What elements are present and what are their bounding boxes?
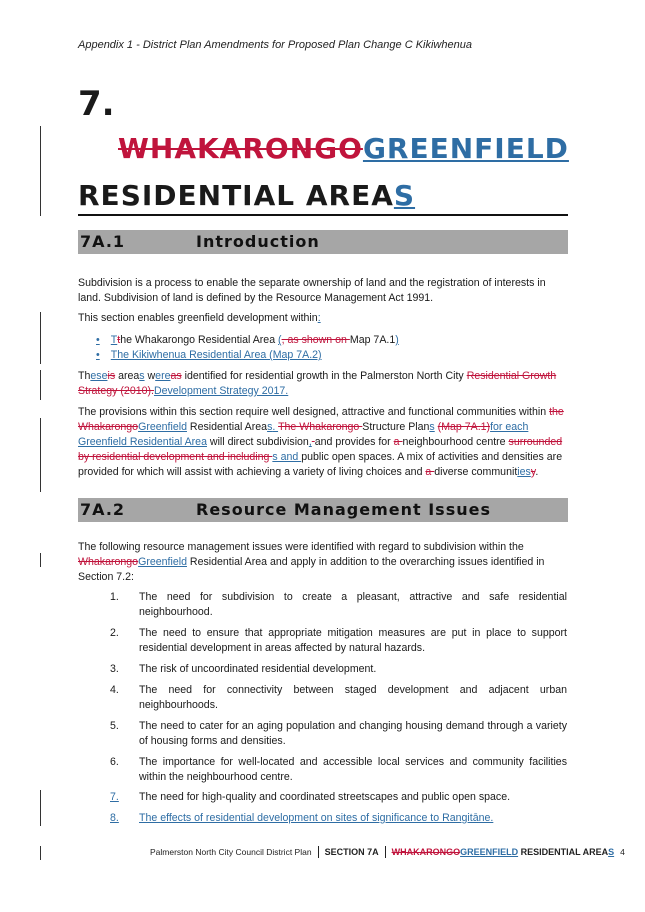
footer-title: WHAKARONGOGREENFIELD RESIDENTIAL AREAS	[391, 847, 615, 857]
section-title: Resource Management Issues	[196, 500, 491, 519]
document-header: Appendix 1 - District Plan Amendments for Proposed Plan Change C Kikiwhenua	[78, 39, 472, 51]
title-deleted-text: WHAKARONGO	[118, 132, 363, 165]
chapter-title	[78, 130, 568, 216]
footer-section: SECTION 7A	[324, 847, 379, 857]
section-heading-introduction	[78, 230, 568, 254]
page-footer	[150, 846, 625, 858]
change-bar	[40, 553, 41, 567]
intro-paragraph-4: The provisions within this section require well designed, attractive and functional communities within the WhakarongoGreenfield Residential Areas. The Whakarongo Structure Plans (Map 7A.1)for each Greenfield Residential Area will direct subdivision, and provides for a neighbourhood centre surrounded by residential development and including s and public open spaces. A mix of activities and densities are provided for which will assist with achieving a variety of living choices and a diverse communitiesy.	[78, 406, 564, 478]
intro-bullet-list	[96, 333, 566, 363]
intro-paragraph-3: Theseis areas wereas identified for residential growth in the Palmerston North City Residential Growth Strategy (2010).Development Strategy 2017.	[78, 370, 557, 397]
issues-lead-paragraph: The following resource management issues were identified with regard to subdivision within the WhakarongoGreenfield Residential Area and apply in addition to the overarching issues identified in Section 7.2:	[78, 541, 545, 583]
footer-separator	[385, 846, 386, 858]
footer-separator	[318, 846, 319, 858]
change-bar	[40, 790, 41, 826]
footer-plan-name: Palmerston North City Council District Plan	[150, 847, 312, 857]
title-rule	[78, 214, 568, 216]
title-inserted-s: S	[393, 179, 416, 212]
change-bar	[40, 418, 41, 492]
change-bar	[40, 126, 41, 216]
intro-paragraph-1: Subdivision is a process to enable the separate ownership of land and the registration of interests in land. Subdivision of land is defined by the Resource Management Act 1991.	[78, 277, 546, 304]
section-title: Introduction	[196, 232, 320, 251]
page-number: 4	[620, 847, 625, 857]
section-number: 7A.2	[80, 500, 126, 519]
chapter-number: 7.	[78, 84, 115, 124]
change-bar	[40, 846, 41, 860]
section-number: 7A.1	[80, 232, 126, 251]
list-item: • Tthe Whakarongo Residential Area (, as shown on Map 7A.1)	[96, 334, 399, 346]
title-line2: RESIDENTIAL AREA	[78, 179, 394, 212]
list-item: • The Kikiwhenua Residential Area (Map 7A.2)	[96, 349, 322, 361]
change-bar	[40, 312, 41, 364]
section-heading-issues	[78, 498, 568, 522]
change-bar	[40, 370, 41, 400]
intro-paragraph-2: This section enables greenfield development within:	[78, 312, 321, 324]
title-inserted-text: GREENFIELD	[362, 132, 569, 165]
